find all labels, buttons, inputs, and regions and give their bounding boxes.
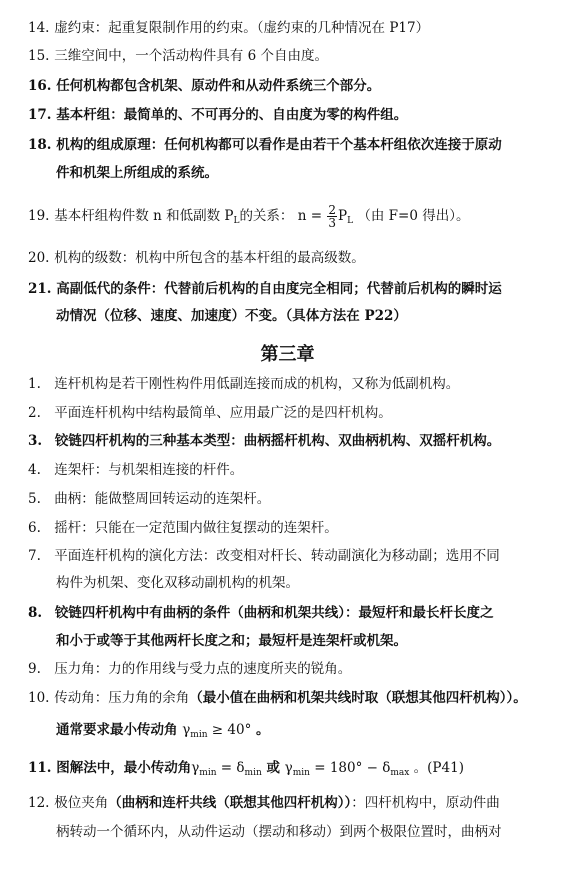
item-text: 机构的组成原理：任何机构都可以看作是由若干个基本杆组依次连接于原动 xyxy=(56,137,502,153)
fraction-denominator: 3 xyxy=(328,216,336,230)
item-number: 14. xyxy=(28,20,50,36)
line-c2 xyxy=(28,403,561,423)
item-number: 21. xyxy=(28,281,52,297)
line-c9 xyxy=(28,659,561,679)
line-c10-cont xyxy=(56,720,561,745)
subscript: min xyxy=(199,768,217,778)
line-21-cont xyxy=(56,306,561,326)
item-tail: 。(P41) xyxy=(409,760,464,776)
delta-symbol: = δ xyxy=(216,760,245,776)
item-text: 三维空间中，一个活动构件具有 6 个自由度。 xyxy=(54,48,328,64)
line-18-cont xyxy=(56,163,561,183)
item-text: 图解法中，最小传动角 xyxy=(56,760,192,776)
item-text: 压力角：力的作用线与受力点的速度所夹的锐角。 xyxy=(54,661,352,677)
item-number: 1. xyxy=(28,376,41,392)
line-c7-cont xyxy=(56,573,561,593)
item-text-bold: （最小值在曲柄和机架共线时取（联想其他四杆机构））。 xyxy=(189,690,527,706)
inequality xyxy=(182,722,251,738)
item-text: 平面连杆机构的演化方法：改变相对杆长、转动副演化为移动副；选用不同 xyxy=(54,548,500,564)
item-note: （由 F=0 得出）。 xyxy=(357,208,470,224)
item-number: 3. xyxy=(28,433,43,449)
item-number: 6. xyxy=(28,520,41,536)
equation-1 xyxy=(191,760,262,776)
item-number: 11. xyxy=(28,760,52,776)
line-c12-cont xyxy=(56,822,561,842)
item-text: 机构的级数：机构中所包含的基本杆组的最高级数。 xyxy=(54,250,365,266)
line-c11 xyxy=(28,758,561,783)
line-20 xyxy=(28,248,561,268)
item-text: 基本杆组构件数 n 和低副数 P xyxy=(54,208,234,224)
item-number: 5. xyxy=(28,491,41,507)
line-15 xyxy=(28,46,561,66)
item-number: 15. xyxy=(28,48,50,64)
item-text: 任何机构都包含机架、原动件和从动件系统三个部分。 xyxy=(56,78,381,94)
line-c1 xyxy=(28,374,561,394)
item-text: 动情况（位移、速度、加速度）不变。（具体方法在 P22） xyxy=(56,308,407,324)
item-text: 铰链四杆机构的三种基本类型：曲柄摇杆机构、双曲柄机构、双摇杆机构。 xyxy=(54,433,501,449)
eq-rhs: P xyxy=(337,208,348,224)
item-number: 10. xyxy=(28,690,50,706)
line-18 xyxy=(28,135,561,155)
item-text: 件和机架上所组成的系统。 xyxy=(56,165,218,181)
line-19 xyxy=(28,204,561,231)
item-number: 7. xyxy=(28,548,41,564)
inequality-rhs: ≥ 40° xyxy=(207,722,252,738)
item-number: 20. xyxy=(28,250,50,266)
gamma-symbol: γ xyxy=(191,760,200,776)
item-text: 基本杆组：最简单的、不可再分的、自由度为零的构件组。 xyxy=(56,107,408,123)
item-text: 柄转动一个循环内，从动件运动（摆动和移动）到两个极限位置时，曲柄对 xyxy=(56,824,502,840)
item-number: 2. xyxy=(28,405,41,421)
subscript: L xyxy=(233,216,240,226)
item-number: 4. xyxy=(28,462,41,478)
item-text: ：四杆机构中，原动件曲 xyxy=(351,795,500,811)
subscript: min xyxy=(190,730,208,740)
line-c10 xyxy=(28,688,561,708)
gamma-symbol: γ xyxy=(284,760,293,776)
line-c7 xyxy=(28,546,561,566)
gamma-symbol: γ xyxy=(182,722,191,738)
subscript: max xyxy=(390,768,410,778)
line-14 xyxy=(28,18,561,38)
item-text: 虚约束：起重复限制作用的约束。（虚约束的几种情况在 P17） xyxy=(54,20,430,36)
line-21 xyxy=(28,279,561,299)
fraction xyxy=(327,204,337,229)
delta-symbol: = 180° − δ xyxy=(309,760,391,776)
item-number: 8. xyxy=(28,605,43,621)
line-17 xyxy=(28,105,561,125)
subscript: min xyxy=(292,768,310,778)
line-c4 xyxy=(28,460,561,480)
item-text: 通常要求最小传动角 xyxy=(56,722,178,738)
item-text: 高副低代的条件：代替前后机构的自由度完全相同；代替前后机构的瞬时运 xyxy=(56,281,502,297)
item-text-bold: （曲柄和连杆共线（联想其他四杆机构）） xyxy=(108,795,352,811)
item-text: 平面连杆机构中结构最简单、应用最广泛的是四杆机构。 xyxy=(54,405,392,421)
item-text: 铰链四杆机构中有曲柄的条件（曲柄和机架共线）：最短杆和最长杆长度之 xyxy=(54,605,494,621)
item-text: 和小于或等于其他两杆长度之和；最短杆是连架杆或机架。 xyxy=(56,633,407,649)
line-16 xyxy=(28,76,561,96)
item-number: 18. xyxy=(28,137,52,153)
line-c6 xyxy=(28,518,561,538)
eq-lhs: n = xyxy=(297,208,323,224)
item-tail: 。 xyxy=(251,722,270,738)
item-text: 连杆机构是若干刚性构件用低副连接而成的机构，又称为低副机构。 xyxy=(54,376,460,392)
item-number: 9. xyxy=(28,661,41,677)
item-number: 17. xyxy=(28,107,52,123)
equation-2 xyxy=(285,760,410,776)
item-number: 19. xyxy=(28,208,50,224)
item-text: 的关系： xyxy=(239,208,294,224)
item-text: 曲柄：能做整周回转运动的连架杆。 xyxy=(54,491,271,507)
line-c5 xyxy=(28,489,561,509)
fraction-numerator: 2 xyxy=(328,203,336,217)
item-text: 构件为机架、变化双移动副机构的机架。 xyxy=(56,575,299,591)
subscript: L xyxy=(347,216,354,226)
item-number: 12. xyxy=(28,795,50,811)
equation xyxy=(297,203,358,230)
item-text: 或 xyxy=(261,760,285,776)
line-c8 xyxy=(28,603,561,623)
line-c3 xyxy=(28,431,561,451)
item-text: 连架杆：与机架相连接的杆件。 xyxy=(54,462,244,478)
line-c12 xyxy=(28,793,561,813)
line-c8-cont xyxy=(56,631,561,651)
item-text: 极位夹角 xyxy=(54,795,109,811)
subscript: min xyxy=(244,768,262,778)
item-number: 16. xyxy=(28,78,52,94)
item-text: 摇杆：只能在一定范围内做往复摆动的连架杆。 xyxy=(54,520,338,536)
chapter-heading: 第三章 xyxy=(260,344,315,365)
item-text: 传动角：压力角的余角 xyxy=(54,690,190,706)
